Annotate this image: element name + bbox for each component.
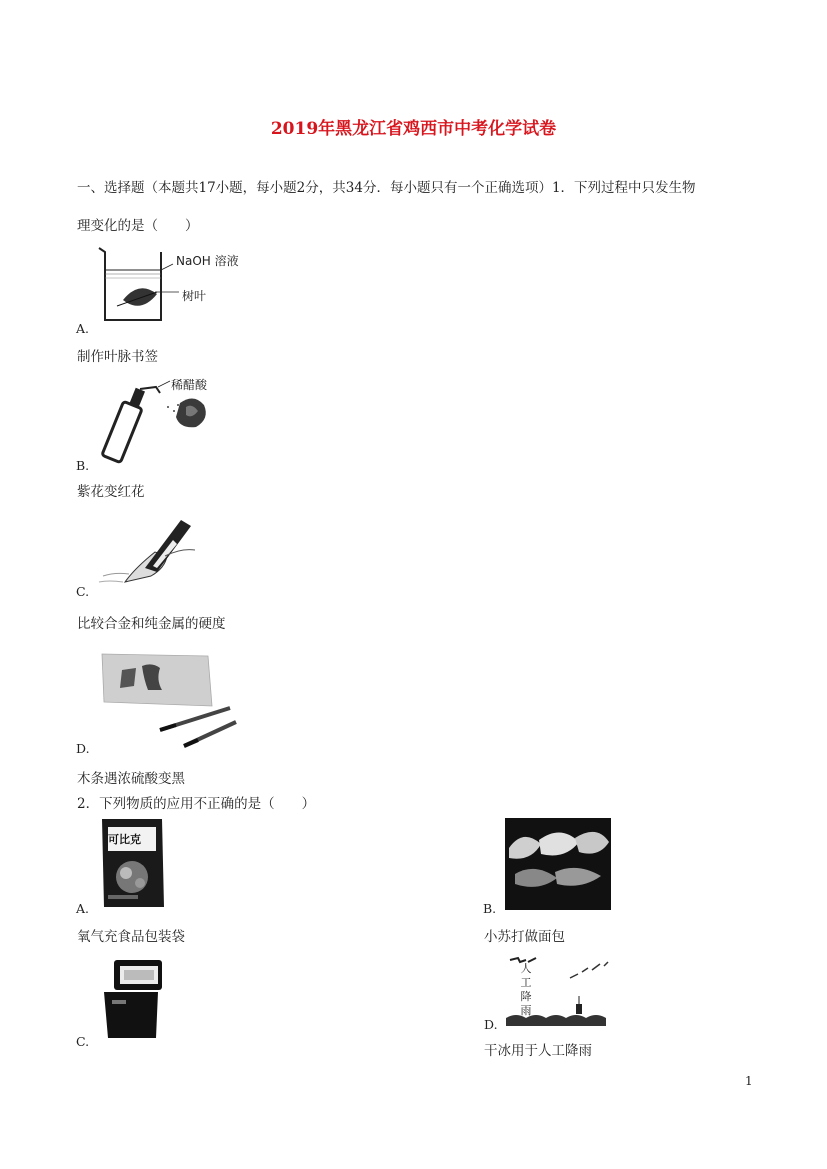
leaf-label: 树叶 xyxy=(182,289,207,303)
question-2-stem: 2．下列物质的应用不正确的是（ ） xyxy=(77,796,316,812)
q2-option-b-letter: B. xyxy=(483,901,497,916)
q1-option-c-letter: C. xyxy=(76,584,90,599)
q2-option-a-caption: 氧气充食品包装袋 xyxy=(77,929,185,945)
camera-flash-image xyxy=(98,958,166,1040)
q2-option-b-caption: 小苏打做面包 xyxy=(484,929,565,945)
q1-option-b-letter: B. xyxy=(76,458,90,473)
rain-sign-char: 工 xyxy=(520,976,532,989)
question-1-stem: 理变化的是（ ） xyxy=(77,218,199,234)
q1-option-a-letter: A. xyxy=(76,321,90,336)
rain-sign-char: 人 xyxy=(520,962,532,975)
rain-sign-char: 雨 xyxy=(520,1004,532,1017)
rain-sign xyxy=(519,962,533,1018)
q2-option-c-letter: C. xyxy=(76,1034,90,1049)
acetic-acid-label: 稀醋酸 xyxy=(171,378,208,392)
chip-bag-brand: 可比克 xyxy=(108,833,141,846)
q1-option-d-letter: D. xyxy=(76,741,90,756)
naoh-label: NaOH 溶液 xyxy=(176,254,239,268)
page-number: 1 xyxy=(745,1074,753,1088)
q1-option-d-caption: 木条遇浓硫酸变黑 xyxy=(77,771,185,787)
q1-option-a-caption: 制作叶脉书签 xyxy=(77,349,158,365)
rain-sign-char: 降 xyxy=(520,990,532,1003)
q2-option-d-caption: 干冰用于人工降雨 xyxy=(484,1043,592,1059)
bread-image xyxy=(505,818,611,910)
q2-option-d-letter: D. xyxy=(484,1017,498,1032)
sulfuric-acid-stick-image xyxy=(100,650,240,748)
q1-option-c-caption: 比较合金和纯金属的硬度 xyxy=(77,616,226,632)
q2-option-a-letter: A. xyxy=(76,901,90,916)
page-title: 2019年黑龙江省鸡西市中考化学试卷 xyxy=(270,119,557,139)
metal-hardness-image xyxy=(95,512,210,587)
q1-option-b-caption: 紫花变红花 xyxy=(77,484,145,500)
section-header: 一、选择题（本题共17小题，每小题2分，共34分．每小题只有一个正确选项）1．下列过程中只发生物 xyxy=(77,180,696,196)
